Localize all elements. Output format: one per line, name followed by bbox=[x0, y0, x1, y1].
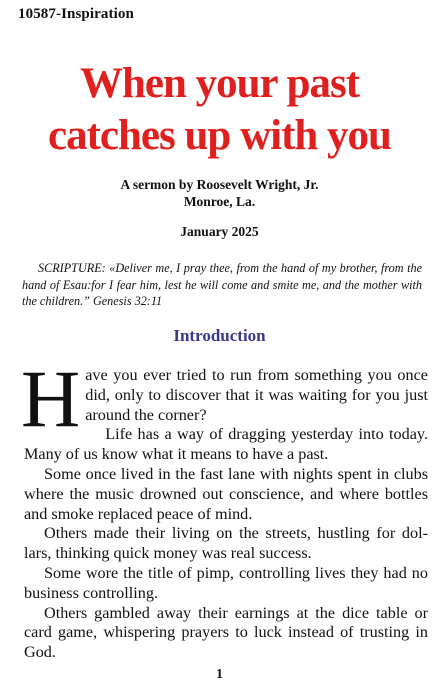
paragraph-1-text: ave you ever tried to run from something you once did, only to discover that it was waiting for you just around the corner? bbox=[85, 366, 428, 424]
sermon-date: January 2025 bbox=[180, 224, 259, 239]
paragraph-6: Others gambled away their earnings at the dice table or card game, whispering prayers to luck instead of trusting in God. bbox=[24, 603, 428, 662]
drop-cap: H bbox=[21, 353, 81, 444]
paragraph-5: Some wore the title of pimp, controlling lives they had no business controlling. bbox=[24, 563, 428, 602]
paragraph-4: Others made their living on the streets, hustling for dol-lars, thinking quick money was real success. bbox=[24, 524, 428, 563]
paragraph-1 bbox=[21, 353, 428, 444]
sermon-title bbox=[0, 58, 439, 162]
title-line-1: When your past bbox=[79, 60, 360, 107]
title-line-2: catches up with you bbox=[48, 112, 391, 159]
page-number: 1 bbox=[216, 667, 223, 682]
location-line: Monroe, La. bbox=[183, 194, 256, 209]
paragraph-2: Life has a way of dragging yesterday into today. Many of us know what it means to have a past. bbox=[24, 425, 428, 464]
document-id: 10587-Inspiration bbox=[18, 6, 134, 22]
body-text bbox=[21, 353, 428, 663]
author-line: A sermon by Roosevelt Wright, Jr. bbox=[120, 177, 319, 192]
paragraph-3: Some once lived in the fast lane with nights spent in clubs where the music drowned out conscience, and where bottles and smoke replaced peace of mind. bbox=[24, 464, 428, 523]
scripture-quote: SCRIPTURE: «Deliver me, I pray thee, from the hand of my brother, from the hand of Esau:for I fear him, lest he will come and smite me, and the mother with the children.” Genesis 32:11 bbox=[22, 261, 422, 308]
byline bbox=[0, 176, 439, 210]
section-heading: Introduction bbox=[173, 326, 266, 345]
